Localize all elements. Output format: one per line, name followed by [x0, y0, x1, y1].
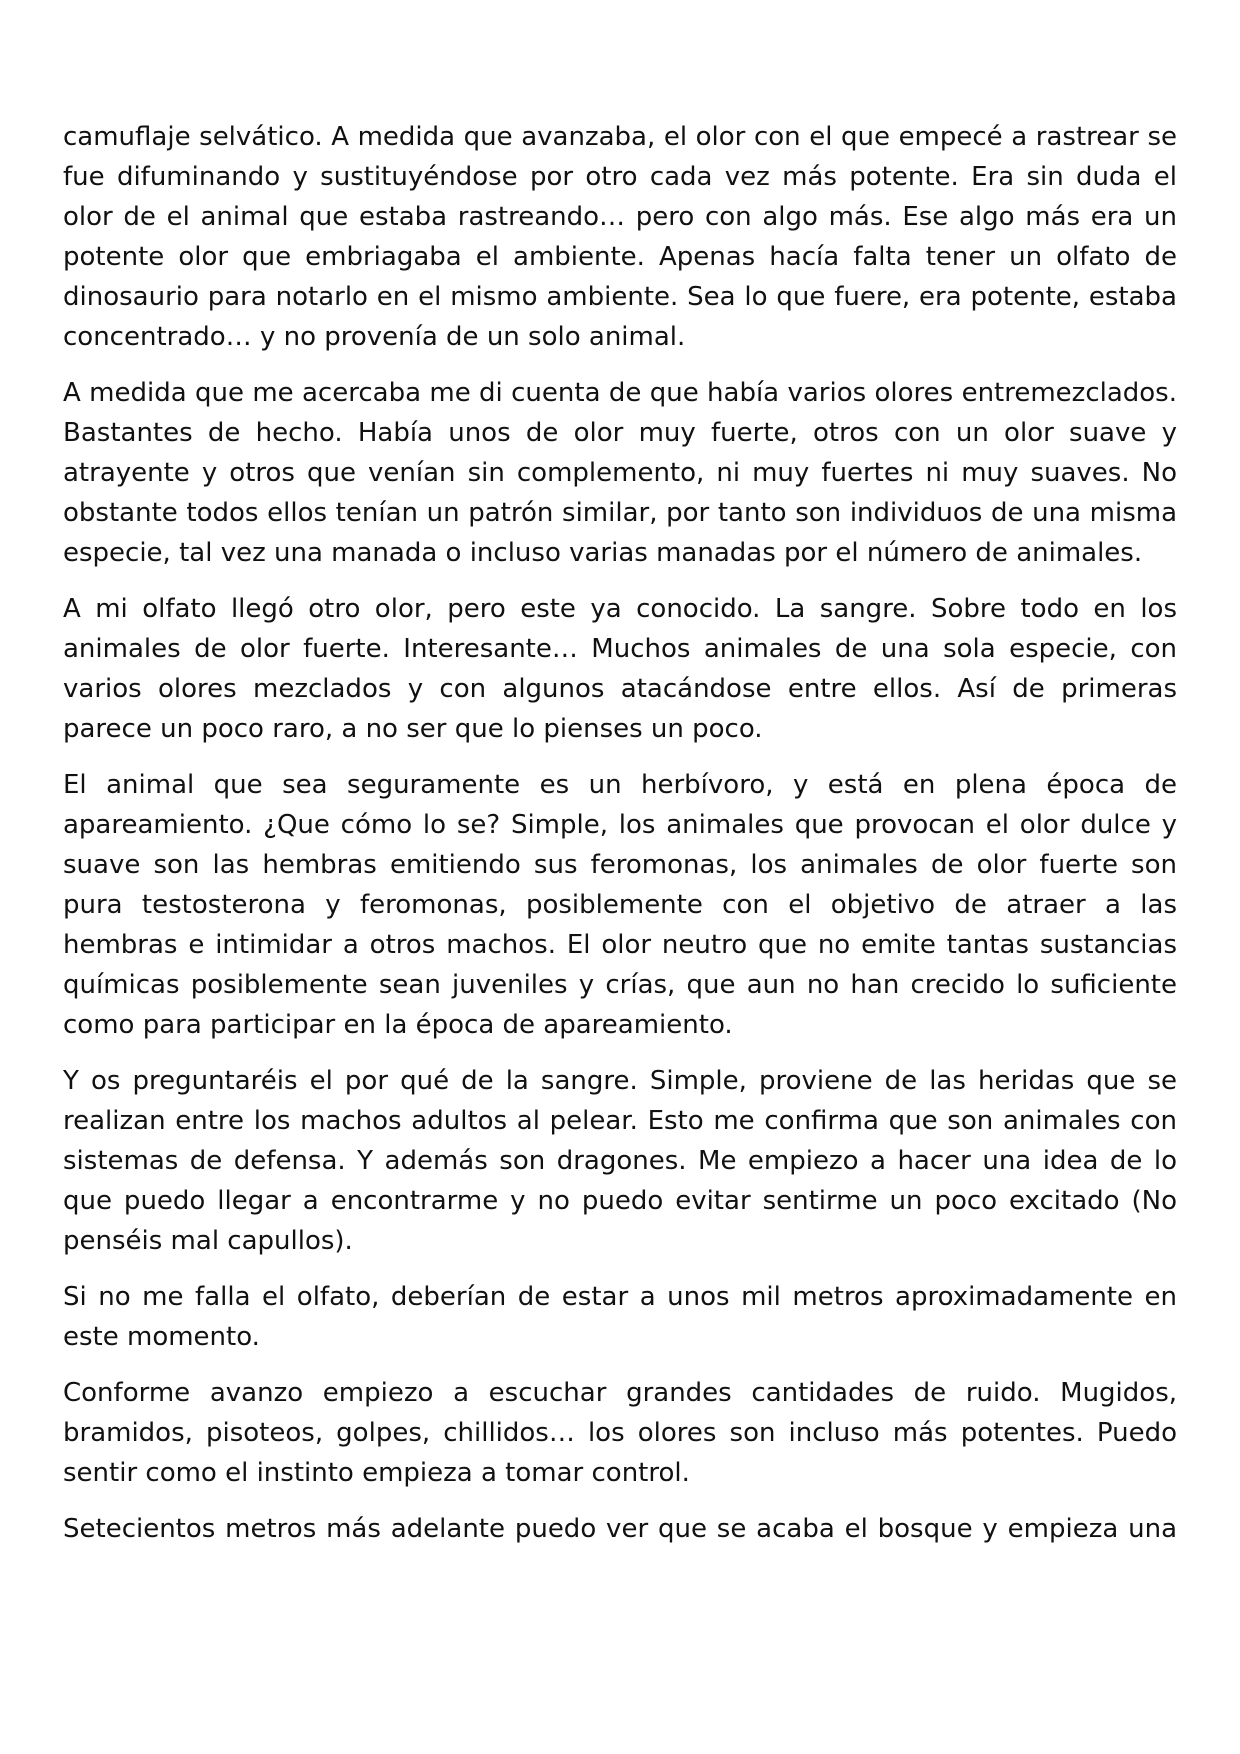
paragraph-3: A mi olfato llegó otro olor, pero este ya conocido. La sangre. Sobre todo en los animales de olor fuerte. Interesante… Muchos animales de una sola especie, con varios olores mezclados y con algunos atacándose entre ellos. Así de primeras parece un poco raro, a no ser que lo pienses un poco. — [63, 594, 1177, 744]
paragraph-5: Y os preguntaréis el por qué de la sangre. Simple, proviene de las heridas que se realizan entre los machos adultos al pelear. Esto me confirma que son animales con sistemas de defensa. Y además son dragones. Me empiezo a hacer una idea de lo que puedo llegar a encontrarme y no puedo evitar sentirme un poco excitado (No penséis mal capullos). — [63, 1066, 1177, 1256]
paragraph-8: Setecientos metros más adelante puedo ver que se acaba el bosque y empieza una — [63, 1514, 1177, 1544]
paragraph-2: A medida que me acercaba me di cuenta de que había varios olores entremezclados. Bastantes de hecho. Había unos de olor muy fuerte, otros con un olor suave y atrayente y otros que venían sin complemento, ni muy fuertes ni muy suaves. No obstante todos ellos tenían un patrón similar, por tanto son individuos de una misma especie, tal vez una manada o incluso varias manadas por el número de animales. — [63, 378, 1177, 568]
paragraph-7: Conforme avanzo empiezo a escuchar grandes cantidades de ruido. Mugidos, bramidos, pisoteos, golpes, chillidos… los olores son incluso más potentes. Puedo sentir como el instinto empieza a tomar control. — [63, 1378, 1177, 1488]
paragraph-4: El animal que sea seguramente es un herbívoro, y está en plena época de apareamiento. ¿Que cómo lo se? Simple, los animales que provocan el olor dulce y suave son las hembras emitiendo sus feromonas, los animales de olor fuerte son pura testosterona y feromonas, posiblemente con el objetivo de atraer a las hembras e intimidar a otros machos. El olor neutro que no emite tantas sustancias químicas posiblemente sean juveniles y crías, que aun no han crecido lo suficiente como para participar en la época de apareamiento. — [63, 770, 1177, 1040]
paragraph-6: Si no me falla el olfato, deberían de estar a unos mil metros aproximadamente en este momento. — [63, 1282, 1177, 1352]
paragraph-1: camuflaje selvático. A medida que avanzaba, el olor con el que empecé a rastrear se fue difuminando y sustituyéndose por otro cada vez más potente. Era sin duda el olor de el animal que estaba rastreando… pero con algo más. Ese algo más era un potente olor que embriagaba el ambiente. Apenas hacía falta tener un olfato de dinosaurio para notarlo en el mismo ambiente. Sea lo que fuere, era potente, estaba concentrado… y no provenía de un solo animal. — [63, 122, 1177, 352]
